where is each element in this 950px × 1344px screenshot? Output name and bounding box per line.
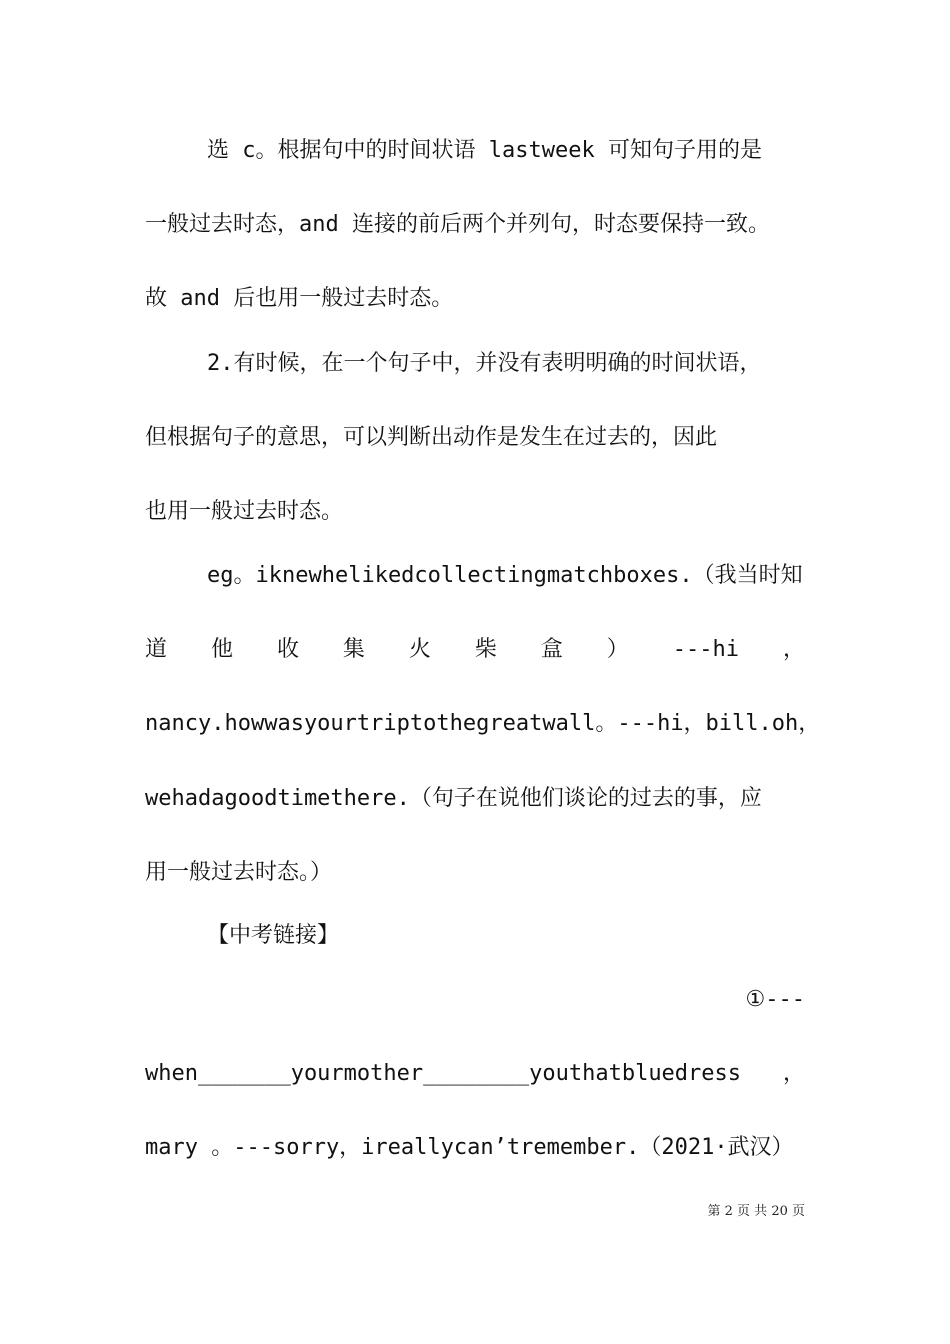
word: 他: [210, 637, 233, 662]
example-line: 用一般过去时态。）: [145, 860, 333, 885]
word: 盒: [540, 637, 563, 662]
example-line: nancy.howwasyourtriptothegreatwall。---hi，bill.oh，: [145, 711, 821, 736]
word: 收: [276, 637, 299, 662]
example-line-justified: [145, 635, 805, 665]
question-number: ①---: [745, 987, 805, 1012]
paragraph-line: 但根据句子的意思，可以判断出动作是发生在过去的，因此: [145, 425, 718, 450]
question-line: mary 。---sorry，ireallycan’tremember.（2021·武汉）: [145, 1135, 794, 1160]
word: ）: [606, 637, 629, 662]
page-footer: 第 2 页 共 20 页: [707, 1204, 805, 1219]
word: ---hi: [672, 637, 739, 662]
word: 集: [342, 637, 365, 662]
paragraph-line: 一般过去时态，and 连接的前后两个并列句，时态要保持一致。: [145, 212, 770, 237]
section-heading: 【中考链接】: [207, 923, 340, 948]
question-text: when_______yourmother________youthatbluedress: [145, 1061, 742, 1086]
paragraph-line: 选 c。根据句中的时间状语 lastweek 可知句子用的是: [207, 138, 762, 163]
paragraph-line: 2.有时候，在一个句子中，并没有表明明确的时间状语，: [207, 351, 762, 376]
word: 火: [408, 637, 431, 662]
example-line: eg。iknewhelikedcollectingmatchboxes.（我当时知: [207, 563, 803, 588]
example-line: wehadagoodtimethere.（句子在说他们谈论的过去的事，应: [145, 786, 762, 811]
punctuation: ，: [782, 1061, 805, 1086]
word: 道: [145, 637, 168, 662]
word: 柴: [474, 637, 497, 662]
question-line-justified: [145, 1059, 805, 1089]
paragraph-line: 故 and 后也用一般过去时态。: [145, 286, 454, 311]
paragraph-line: 也用一般过去时态。: [145, 499, 344, 524]
word: ，: [782, 637, 805, 662]
